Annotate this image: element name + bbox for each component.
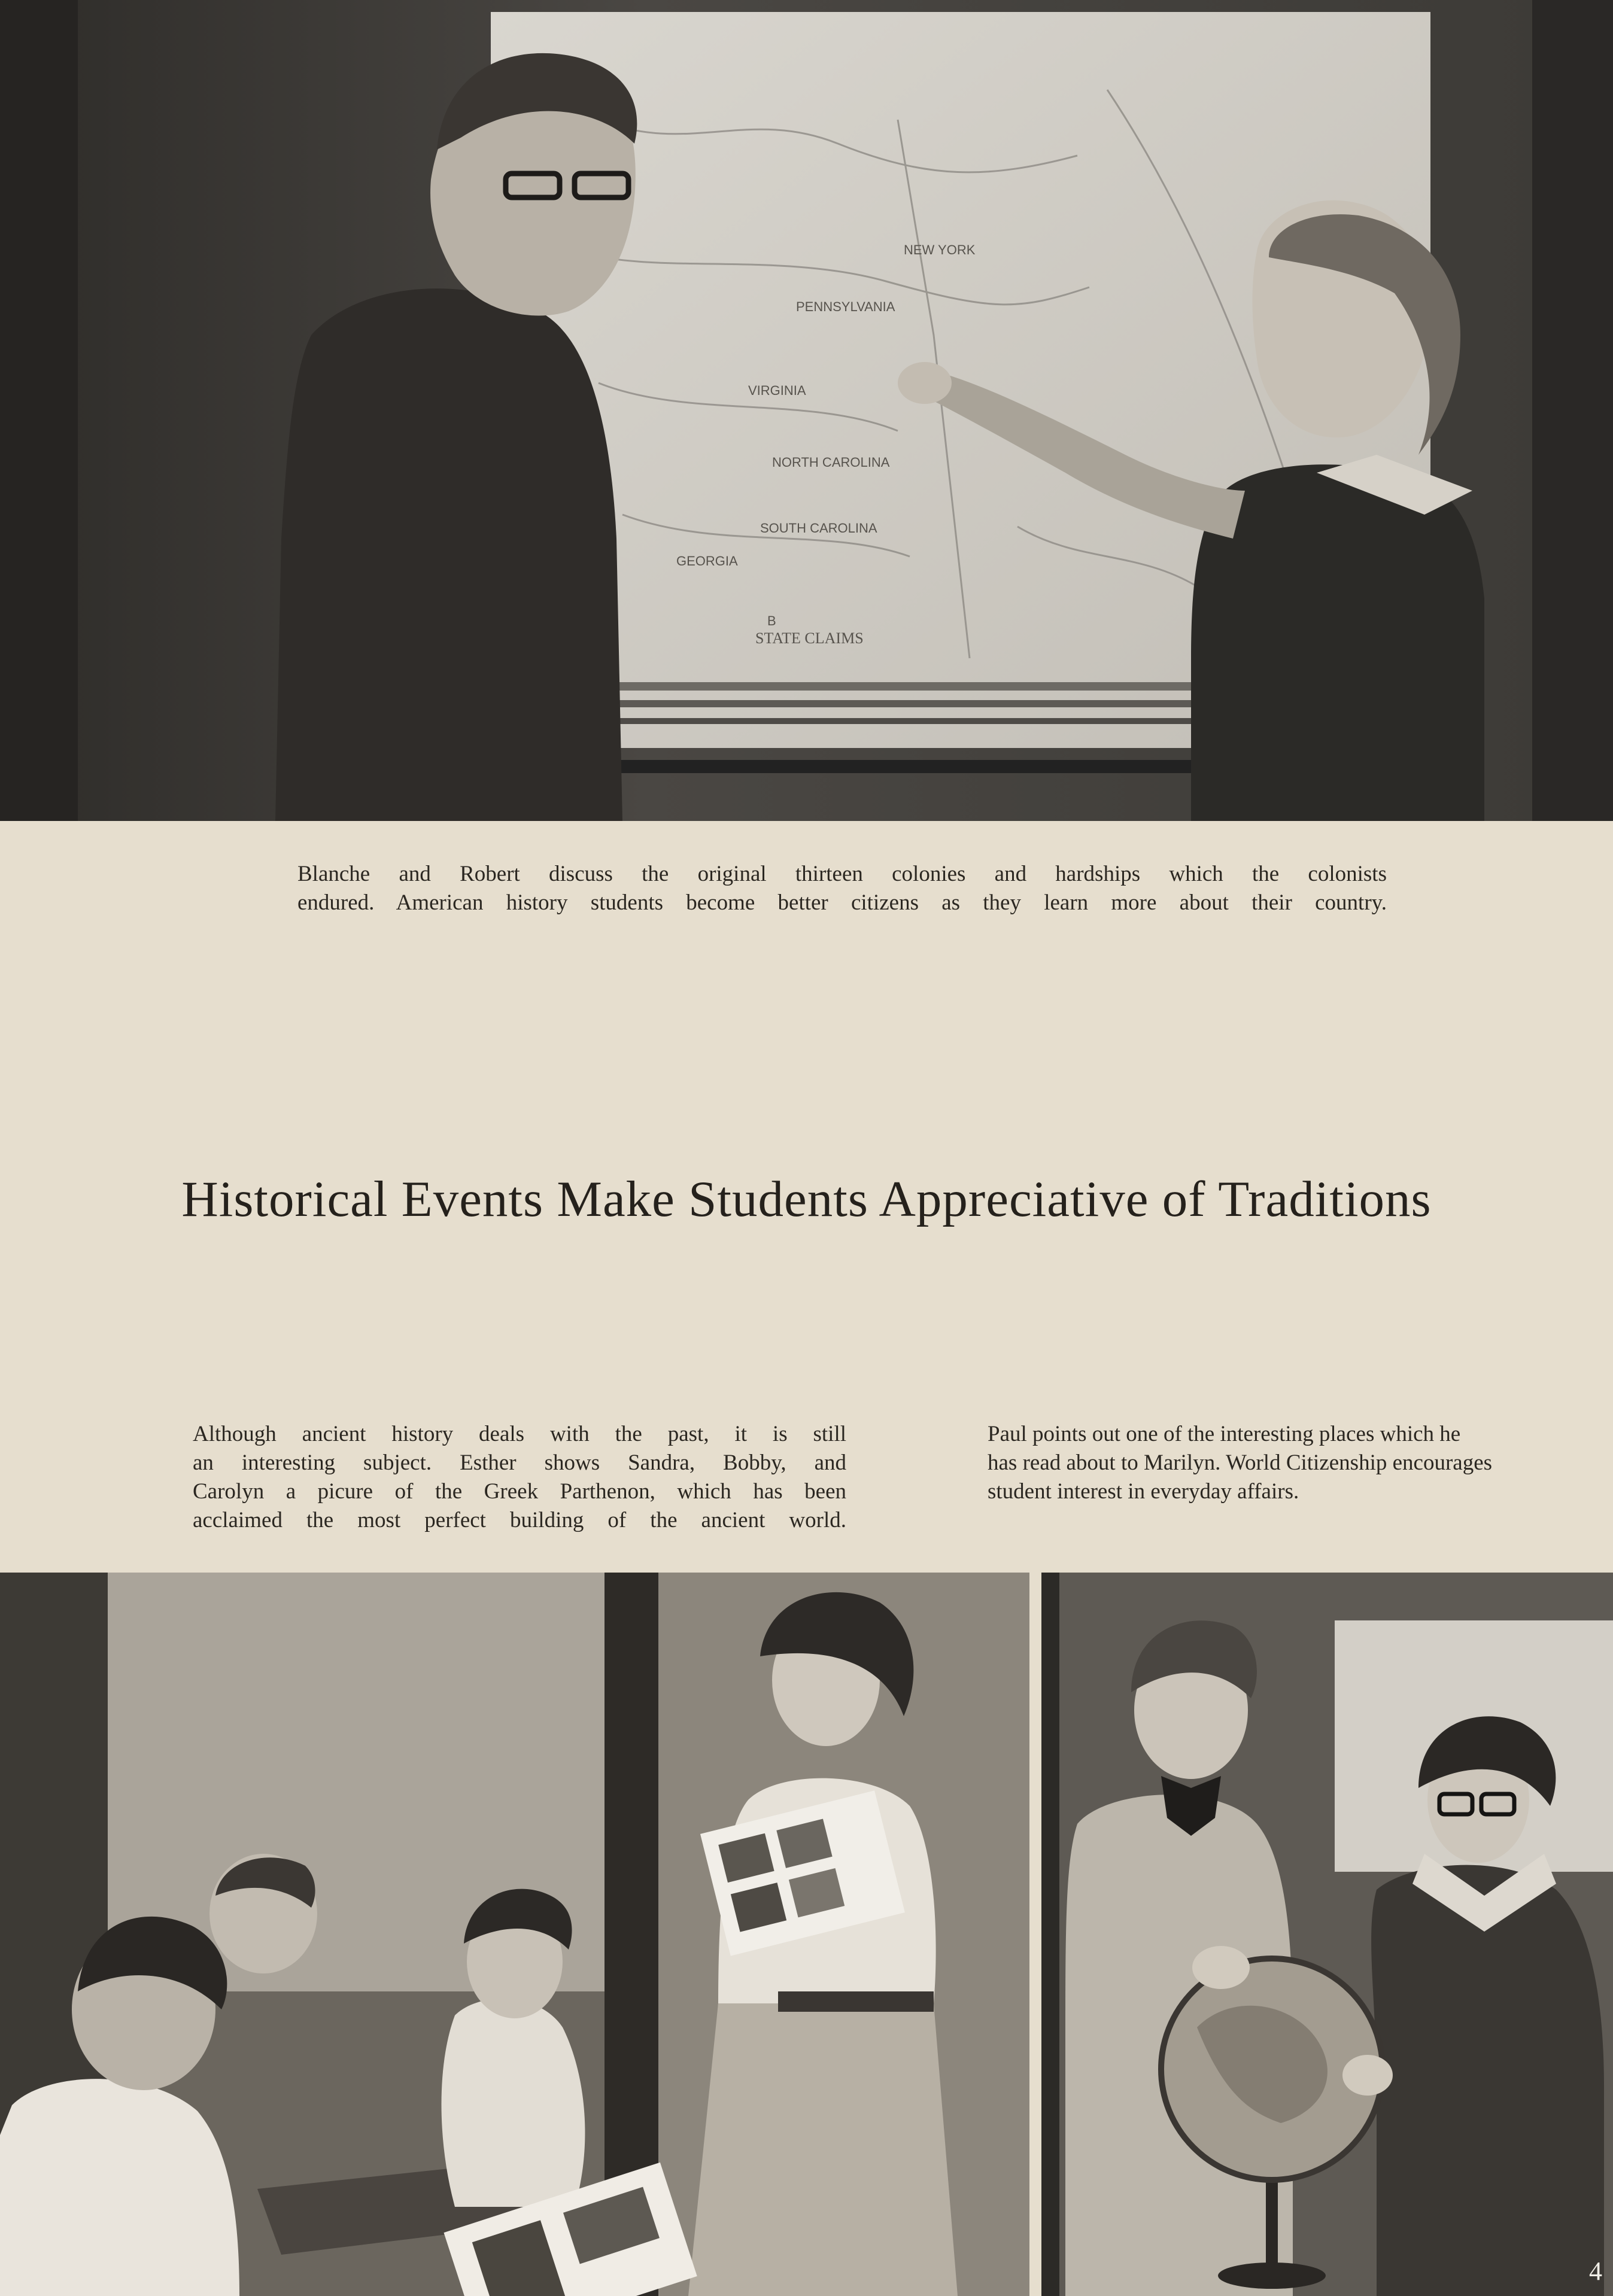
caption-line: endured. American history students become better citizens as they learn more about their country. [297, 890, 1387, 915]
caption-line: has read about to Marilyn. World Citizenship encourages [988, 1450, 1493, 1475]
caption-ancient-history [193, 1420, 846, 1535]
map-label-letter: B [767, 613, 776, 628]
map-label-pennsylvania: PENNSYLVANIA [796, 299, 895, 314]
page-number: 4 [1589, 2257, 1602, 2286]
caption-line: student interest in everyday affairs. [988, 1479, 1299, 1504]
photo-world-citizenship-globe [1041, 1573, 1613, 2296]
caption-line: acclaimed the most perfect building of the ancient world. [193, 1508, 846, 1532]
map-label-state-claims: STATE CLAIMS [755, 630, 864, 647]
caption-line: Carolyn a picure of the Greek Parthenon, which has been [193, 1479, 846, 1504]
caption-line: Although ancient history deals with the past, it is still [193, 1422, 846, 1446]
map-label-north-carolina: NORTH CAROLINA [772, 455, 890, 470]
page-headline: Historical Events Make Students Appreciative of Traditions [181, 1171, 1432, 1227]
caption-world-citizenship [988, 1420, 1613, 1506]
caption-line: Blanche and Robert discuss the original thirteen colonies and hardships which the colonists [297, 862, 1387, 886]
photo-students-at-map [0, 0, 1613, 821]
map-label-new-york: NEW YORK [904, 242, 976, 257]
map-label-south-carolina: SOUTH CAROLINA [760, 521, 877, 536]
map-label-georgia: GEORGIA [676, 554, 738, 568]
caption-line: Paul points out one of the interesting places which he [988, 1422, 1461, 1446]
caption-map-photo [297, 860, 1387, 917]
map-label-virginia: VIRGINIA [748, 383, 806, 398]
photo-ancient-history-class [0, 1573, 1029, 2296]
caption-line: an interesting subject. Esther shows Sandra, Bobby, and [193, 1450, 846, 1475]
